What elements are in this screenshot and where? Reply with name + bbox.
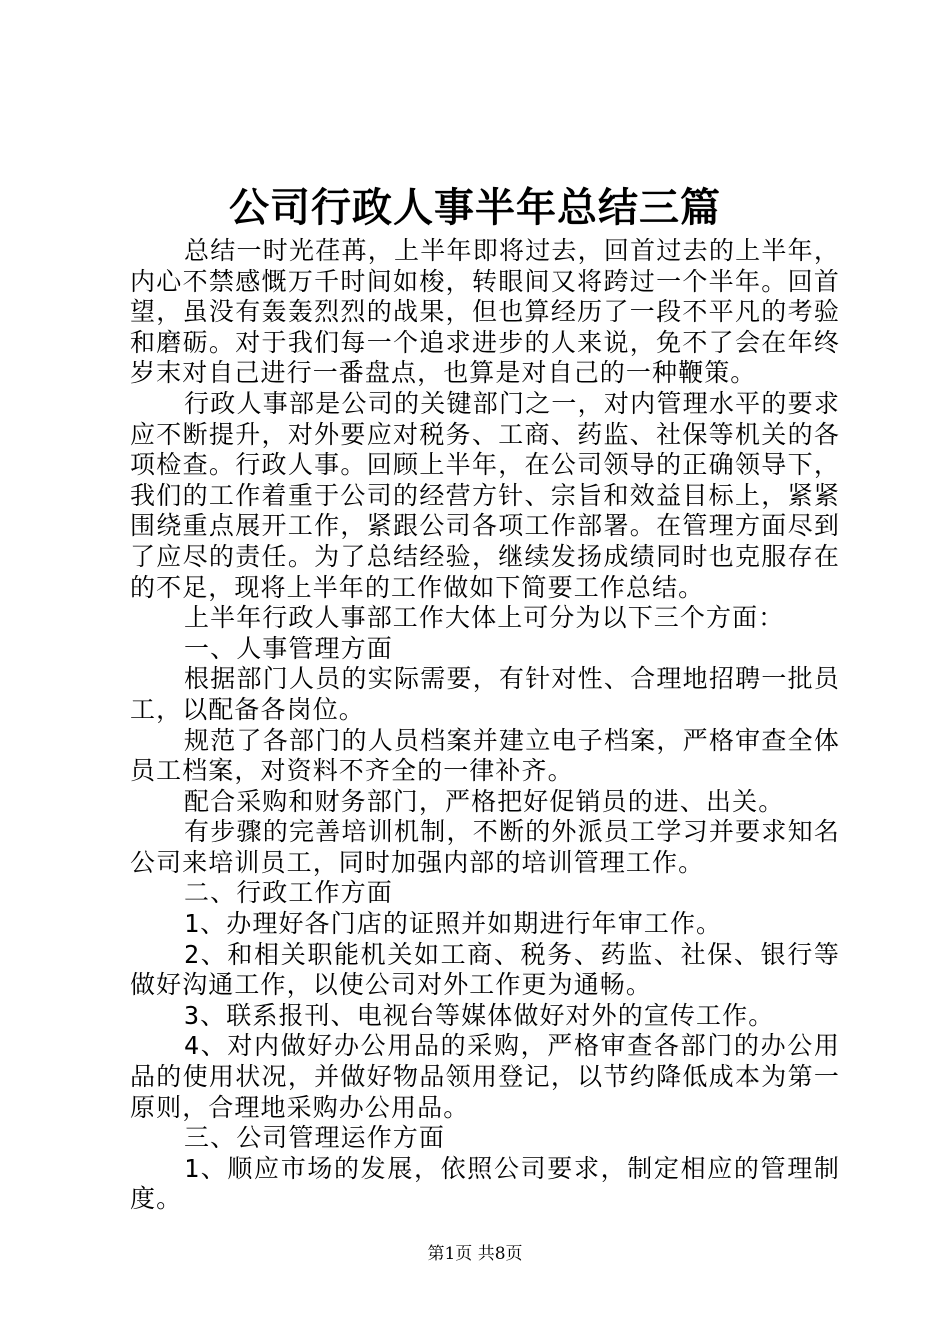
list-item: 1、办理好各门店的证照并如期进行年审工作。 — [184, 909, 723, 939]
page-number: 第1页 共8页 — [427, 1244, 523, 1264]
list-item: 1、顺应市场的发展，依照公司要求，制定相应的管理制度。 — [130, 1153, 840, 1214]
document-title: 公司行政人事半年总结三篇 — [229, 184, 721, 231]
section-heading: 一、人事管理方面 — [184, 633, 393, 663]
paragraph: 规范了各部门的人员档案并建立电子档案，严格审查全体员工档案，对资料不齐全的一律补齐。 — [130, 725, 840, 786]
list-item: 4、对内做好办公用品的采购，严格审查各部门的办公用品的使用状况，并做好物品领用登记，以节约降低成本为第一原则，合理地采购办公用品。 — [130, 1031, 840, 1122]
section-heading: 二、行政工作方面 — [184, 878, 393, 908]
paragraph: 总结一时光荏苒，上半年即将过去，回首过去的上半年，内心不禁感慨万千时间如梭，转眼间又将跨过一个半年。回首望，虽没有轰轰烈烈的战果，但也算经历了一段不平凡的考验和磨砺。对于我们每一个追求进步的人来说，免不了会在年终岁末对自己进行一番盘点，也算是对自己的一种鞭策。 — [130, 236, 840, 388]
paragraph: 行政人事部是公司的关键部门之一，对内管理水平的要求应不断提升，对外要应对税务、工商、药监、社保等机关的各项检查。行政人事。回顾上半年，在公司领导的正确领导下，我们的工作着重于公司的经营方针、宗旨和效益目标上，紧紧围绕重点展开工作，紧跟公司各项工作部署。在管理方面尽到了应尽的责任。为了总结经验，继续发扬成绩同时也克服存在的不足，现将上半年的工作做如下简要工作总结。 — [130, 388, 840, 602]
paragraph: 上半年行政人事部工作大体上可分为以下三个方面： — [184, 603, 785, 633]
list-item: 2、和相关职能机关如工商、税务、药监、社保、银行等做好沟通工作，以使公司对外工作更为通畅。 — [130, 939, 840, 1000]
paragraph: 配合采购和财务部门，严格把好促销员的进、出关。 — [184, 786, 785, 816]
section-heading: 三、公司管理运作方面 — [184, 1123, 446, 1153]
paragraph: 根据部门人员的实际需要，有针对性、合理地招聘一批员工，以配备各岗位。 — [130, 664, 840, 724]
paragraph: 有步骤的完善培训机制，不断的外派员工学习并要求知名公司来培训员工，同时加强内部的培训管理工作。 — [130, 817, 840, 877]
document-body — [130, 236, 840, 1215]
list-item: 3、联系报刊、电视台等媒体做好对外的宣传工作。 — [184, 1000, 775, 1030]
